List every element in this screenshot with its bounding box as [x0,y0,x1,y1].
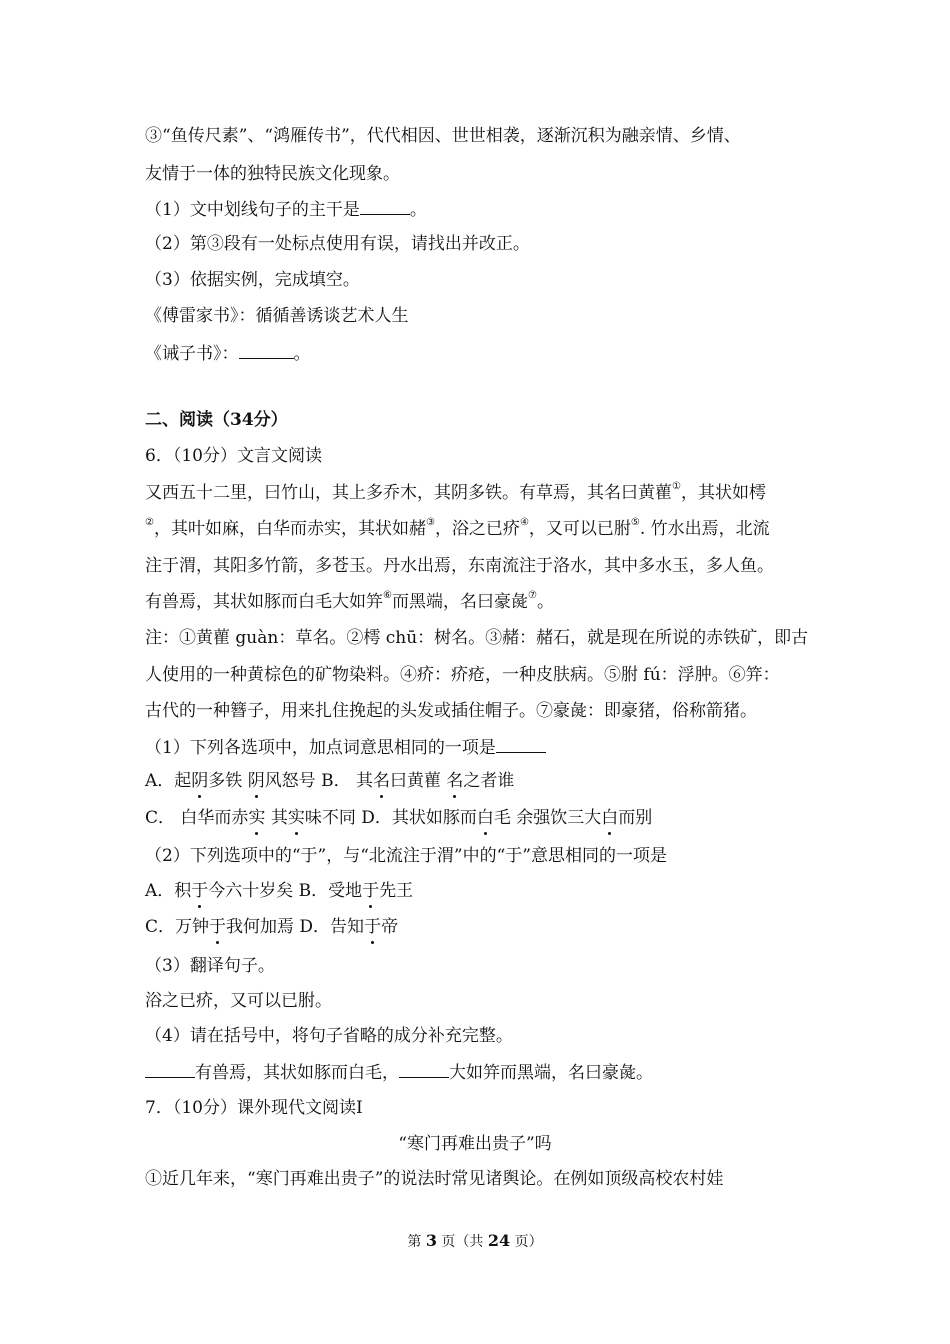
dotted-word: 名 [446,771,464,791]
text-segment: ，其叶如麻，白华而赤实，其状如赭 [153,519,426,539]
q5-sub2: （2）第③段有一处标点使用有误，请找出并改正。 [145,234,530,254]
text-segment: C．万钟 [145,917,210,937]
text-segment: ，又可以已胕 [528,519,631,539]
answer-blank [399,1061,449,1078]
q6-note-line2: 人使用的一种黄棕色的矿物染料。④疥：疥疮，一种皮肤病。⑤胕 fú：浮肿。⑥笄： [145,665,780,685]
q7-article-title: “寒门再难出贵子”吗 [398,1134,552,1154]
page-footer [0,1231,950,1251]
text-segment: C． 白华而赤 [145,808,249,828]
q6-text-line1 [145,482,766,504]
footer-text: 页（共 [436,1234,488,1250]
dotted-word: 名 [373,771,390,791]
answer-blank [239,342,294,359]
q6-text-line3: 注于渭，其阳多竹箭，多苍玉。丹水出焉，东南流注于洛水，其中多水玉，多人鱼。 [145,556,774,576]
q5-example2-end: 。 [293,344,311,364]
q5-sub3: （3）依据实例，完成填空。 [145,270,360,290]
q6-sub3-sentence: 浴之已疥，又可以已胕。 [145,991,332,1011]
text-segment: A．起 [145,771,192,791]
q6-sub4-sentence [145,1061,653,1084]
q6-sub1-options-cd [145,807,652,829]
q6-sub4: （4）请在括号中，将句子省略的成分补充完整。 [145,1026,513,1046]
q5-para3-line1: ③“鱼传尺素”、“鸿雁传书”，代代相因、世世相袭，逐渐沉积为融亲情、乡情、 [145,126,741,146]
text-segment: 毛 余强饮三大 [493,808,602,828]
dotted-word: 实 [248,808,266,828]
footnote-marker: ② [145,517,154,528]
q5-para3-line2: 友情于一体的独特民族文化现象。 [145,164,400,184]
dotted-word: 于 [191,881,209,901]
answer-blank [496,736,546,753]
text-segment: 之者谁 [463,771,515,791]
dotted-word: 于 [364,917,382,937]
q5-sub1-end: 。 [409,200,427,220]
text-segment: 大如笄而黑端，名曰豪彘。 [449,1063,653,1083]
text-segment: ，浴之已疥 [434,519,520,539]
footer-text: 第 [407,1234,426,1250]
q5-sub1 [145,198,427,221]
text-segment: 有兽焉，其状如豚而白毛， [195,1063,399,1083]
dotted-word: 阴 [191,771,209,791]
q5-example2-text: 《诫子书》： [145,344,239,364]
dotted-word: 于 [209,917,227,937]
q6-text-line2 [145,518,770,540]
footer-text: 页） [510,1234,543,1250]
q6-sub2-options-ab [145,880,413,902]
q6-note-line3: 古代的一种簪子，用来扎住挽起的头发或插住帽子。⑦豪彘：即豪猪，俗称箭猪。 [145,701,757,721]
text-segment: 而别 [618,808,653,828]
q7-para1: ①近几年来，“寒门再难出贵子”的说法时常见诸舆论。在例如顶级高校农村娃 [145,1169,724,1189]
q6-sub2-options-cd [145,916,398,938]
text-segment: 多铁 [208,771,248,791]
text-segment: 风怒号 B． 其 [264,771,373,791]
dotted-word: 白 [476,808,494,828]
text-segment: 帝 [381,917,399,937]
text-segment: 先王 [379,881,414,901]
q5-example2 [145,342,311,365]
text-segment: . 竹水出焉，北流 [639,519,770,539]
page-number: 3 [425,1231,437,1250]
text-segment: 又西五十二里，曰竹山，其上多乔木，其阴多铁。有草焉，其名曰黄雚 [145,483,672,503]
q6-sub2: （2）下列选项中的“于”，与“北流注于渭”中的“于”意思相同的一项是 [145,846,667,866]
text-segment: 其 [265,808,288,828]
dotted-word: 实 [287,808,305,828]
section-title: 二、阅读（34分） [145,410,288,430]
text-segment: 有兽焉，其状如豚而白毛大如笄 [145,592,383,612]
q6-sub1-options-ab [145,770,514,792]
text-segment: 今六十岁矣 B．受地 [208,881,363,901]
q7-heading: 7．（10分）课外现代文阅读Ⅰ [145,1098,363,1118]
dotted-word: 白 [601,808,619,828]
text-segment: 。 [536,592,554,612]
q6-sub3: （3）翻译句子。 [145,956,275,976]
q6-sub1 [145,736,546,759]
footnote-marker: ④ [519,517,529,528]
text-segment: 曰黄雚 [390,771,447,791]
footnote-marker: ⑥ [383,590,392,601]
answer-blank [145,1061,195,1078]
q5-sub1-text: （1）文中划线句子的主干是 [145,200,360,220]
text-segment: 而黑端，名曰豪彘 [391,592,528,612]
dotted-word: 于 [362,881,380,901]
text-segment: A．积 [145,881,192,901]
footnote-marker: ① [672,481,681,492]
q5-example1: 《傅雷家书》：循循善诱谈艺术人生 [145,306,409,326]
footnote-marker: ③ [425,517,435,528]
q6-text-line4 [145,591,554,613]
text-segment: ，其状如樗 [680,483,766,503]
dotted-word: 阴 [247,771,265,791]
page-total: 24 [487,1231,511,1250]
footnote-marker: ⑤ [630,517,640,528]
q6-note-line1: 注：①黄雚 guàn：草名。②樗 chū：树名。③赭：赭石，就是现在所说的赤铁矿，即古 [145,628,809,648]
text-segment: 味不同 D．其状如豚而 [304,808,477,828]
answer-blank [360,198,410,215]
footnote-marker: ⑦ [527,590,537,601]
q6-sub1-text: （1）下列各选项中，加点词意思相同的一项是 [145,738,496,758]
text-segment: 我何加焉 D．告知 [226,917,365,937]
q6-heading: 6．（10分）文言文阅读 [145,446,322,466]
